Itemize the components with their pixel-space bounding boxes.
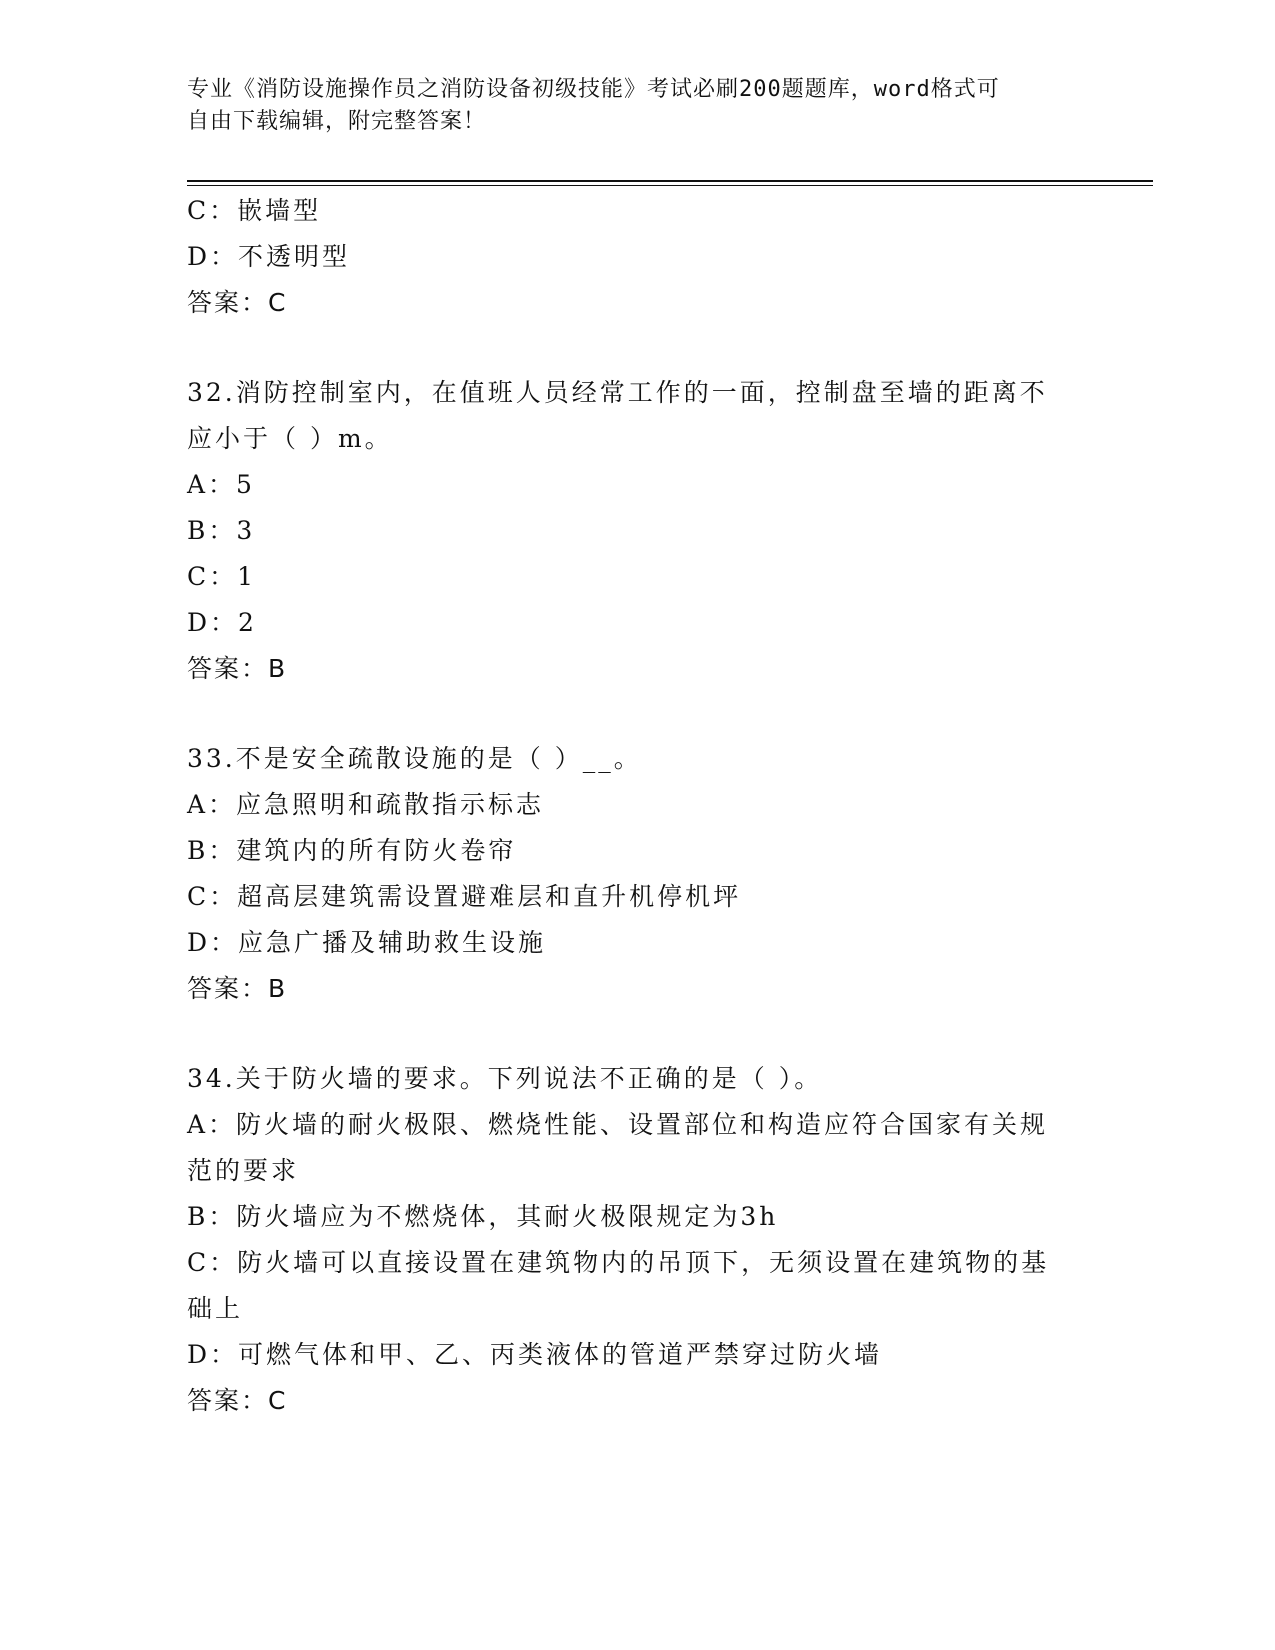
question-stem: 应小于（ ）m。 (187, 424, 393, 453)
option-d: D：不透明型 (187, 242, 351, 271)
question-stem: 34.关于防火墙的要求。下列说法不正确的是（ ）。 (187, 1064, 823, 1093)
option-a-continued: 范的要求 (187, 1156, 300, 1185)
answer-line: 答案：C (187, 1386, 288, 1415)
question-stem: 33.不是安全疏散设施的是（ ）__。 (187, 744, 642, 773)
header-divider-thin (187, 185, 1153, 186)
question-32 (187, 370, 1087, 692)
option-c: C：超高层建筑需设置避难层和直升机停机坪 (187, 882, 742, 911)
option-c-continued: 础上 (187, 1294, 244, 1323)
header-line-2: 自由下载编辑，附完整答案！ (187, 109, 487, 134)
answer-line: 答案：B (187, 654, 288, 683)
header-line-1: 专业《消防设施操作员之消防设备初级技能》考试必刷200题题库，word格式可 (187, 77, 1000, 102)
option-b: B：防火墙应为不燃烧体，其耐火极限规定为3h (187, 1202, 779, 1231)
question-stem: 32.消防控制室内，在值班人员经常工作的一面，控制盘至墙的距离不 (187, 378, 1048, 407)
header-divider-thick (187, 180, 1153, 182)
document-header (187, 74, 1067, 138)
option-a: A：应急照明和疏散指示标志 (187, 790, 545, 819)
option-c: C：1 (187, 562, 257, 591)
answer-line: 答案：B (187, 974, 288, 1003)
option-b: B：建筑内的所有防火卷帘 (187, 836, 517, 865)
option-d: D：可燃气体和甲、乙、丙类液体的管道严禁穿过防火墙 (187, 1340, 883, 1369)
option-d: D：应急广播及辅助救生设施 (187, 928, 547, 957)
option-c: C：嵌墙型 (187, 196, 322, 225)
question-34 (187, 1056, 1087, 1424)
question-33 (187, 736, 1087, 1012)
question-31-continued (187, 188, 1087, 326)
option-b: B：3 (187, 516, 256, 545)
option-c: C：防火墙可以直接设置在建筑物内的吊顶下，无须设置在建筑物的基 (187, 1248, 1050, 1277)
option-d: D：2 (187, 608, 257, 637)
option-a: A：防火墙的耐火极限、燃烧性能、设置部位和构造应符合国家有关规 (187, 1110, 1049, 1139)
answer-line: 答案：C (187, 288, 288, 317)
option-a: A：5 (187, 470, 255, 499)
document-body (187, 188, 1087, 1424)
